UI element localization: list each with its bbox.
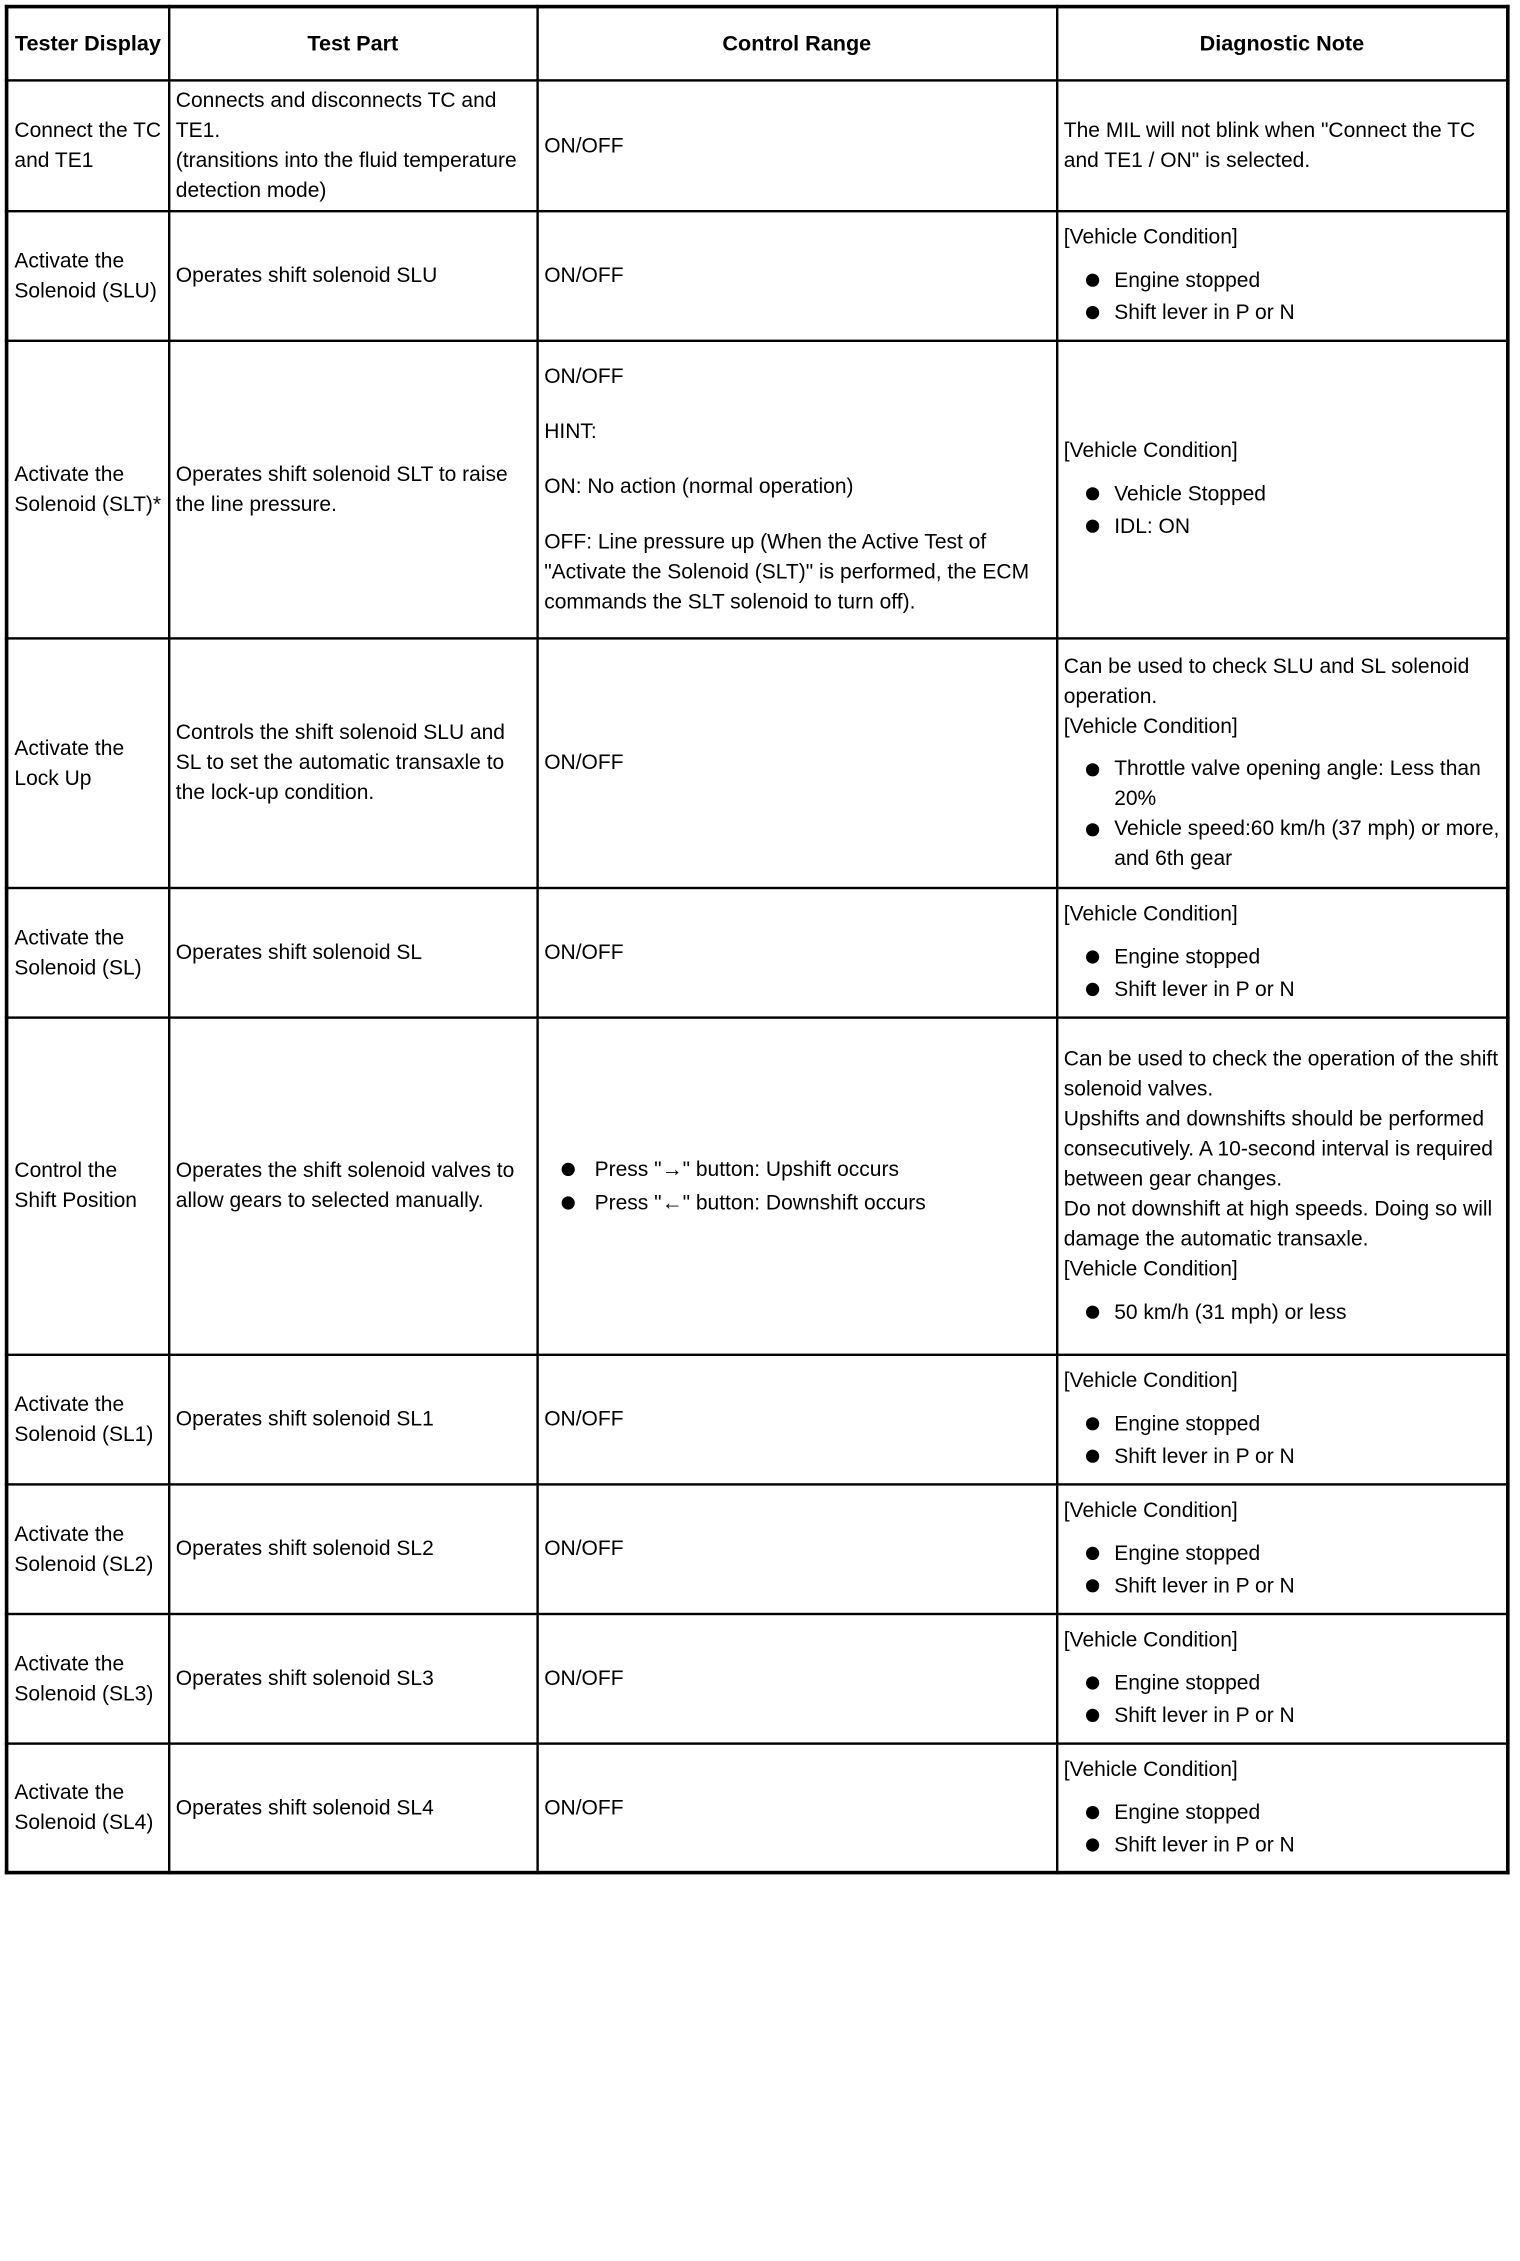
list-item: Engine stopped xyxy=(1085,1537,1500,1569)
range-value: ON/OFF xyxy=(544,363,624,388)
bullet-icon xyxy=(561,1196,574,1209)
tester-display-cell: Control the Shift Position xyxy=(7,1017,169,1354)
note-text: Upshifts and downshifts should be performed consecutively. A 10-second interval is required between gear changes. xyxy=(1063,1105,1493,1190)
test-part-cell: Operates shift solenoid SL1 xyxy=(169,1354,537,1484)
condition-list xyxy=(1064,1796,1500,1861)
test-part-cell: Operates shift solenoid SLT to raise the line pressure. xyxy=(169,340,537,638)
control-range-cell: ON/OFF xyxy=(537,638,1057,888)
vehicle-condition-label: [Vehicle Condition] xyxy=(1063,714,1238,738)
list-item: Throttle valve opening angle: Less than 20% xyxy=(1085,754,1500,814)
tester-display-cell: Activate the Solenoid (SL4) xyxy=(7,1743,169,1873)
test-part-cell: Operates shift solenoid SL xyxy=(169,887,537,1017)
table-row xyxy=(7,1484,1508,1614)
control-range-cell: ON/OFF xyxy=(537,1354,1057,1484)
bullet-icon xyxy=(1085,1838,1098,1851)
note-intro: Can be used to check SLU and SL solenoid operation. xyxy=(1063,654,1470,708)
vehicle-condition-label: [Vehicle Condition] xyxy=(1063,1627,1238,1652)
tester-display-cell: Activate the Solenoid (SL3) xyxy=(7,1613,169,1743)
tester-display-cell: Activate the Solenoid (SLU) xyxy=(7,211,169,341)
test-part-cell: Operates shift solenoid SLU xyxy=(169,211,537,341)
bullet-icon xyxy=(1085,274,1098,287)
active-test-table xyxy=(5,5,1510,1875)
bullet-icon xyxy=(1085,1806,1098,1819)
list-item: Vehicle Stopped xyxy=(1085,478,1500,510)
diagnostic-note-cell xyxy=(1057,1484,1508,1614)
tester-display-cell: Activate the Solenoid (SLT)* xyxy=(7,340,169,638)
list-item: Engine stopped xyxy=(1085,1667,1500,1699)
list-item: 50 km/h (31 mph) or less xyxy=(1085,1295,1500,1327)
bullet-icon xyxy=(1085,1305,1098,1318)
list-item: Engine stopped xyxy=(1085,1408,1500,1440)
header-diagnostic-note: Diagnostic Note xyxy=(1057,7,1508,80)
list-item: Shift lever in P or N xyxy=(1085,296,1500,328)
table-row xyxy=(7,1354,1508,1484)
hint-label: HINT: xyxy=(544,418,597,443)
tester-display-cell: Connect the TC and TE1 xyxy=(7,80,169,211)
condition-list xyxy=(1064,1408,1500,1473)
test-part-cell: Controls the shift solenoid SLU and SL to set the automatic transaxle to the lock-up condition. xyxy=(169,638,537,888)
condition-list xyxy=(1064,264,1500,329)
test-part-cell: Operates shift solenoid SL3 xyxy=(169,1613,537,1743)
range-list xyxy=(544,1152,1049,1219)
list-item: Press "←" button: Downshift occurs xyxy=(561,1186,1049,1220)
bullet-icon xyxy=(561,1163,574,1176)
diagnostic-note-cell xyxy=(1057,638,1508,888)
control-range-cell xyxy=(537,1017,1057,1354)
condition-list xyxy=(1064,1667,1500,1732)
table-row xyxy=(7,1613,1508,1743)
tester-display-cell: Activate the Solenoid (SL) xyxy=(7,887,169,1017)
control-range-cell: ON/OFF xyxy=(537,211,1057,341)
header-control-range: Control Range xyxy=(537,7,1057,80)
test-part-cell: Operates shift solenoid SL2 xyxy=(169,1484,537,1614)
bullet-icon xyxy=(1085,1579,1098,1592)
header-test-part: Test Part xyxy=(169,7,537,80)
tester-display-cell: Activate the Lock Up xyxy=(7,638,169,888)
vehicle-condition-label: [Vehicle Condition] xyxy=(1063,1756,1238,1781)
list-item: Engine stopped xyxy=(1085,941,1500,973)
diagnostic-note-cell xyxy=(1057,1017,1508,1354)
diagnostic-note-cell xyxy=(1057,1613,1508,1743)
bullet-icon xyxy=(1085,306,1098,319)
vehicle-condition-label: [Vehicle Condition] xyxy=(1063,224,1238,249)
vehicle-condition-label: [Vehicle Condition] xyxy=(1063,1368,1238,1392)
bullet-icon xyxy=(1085,1417,1098,1430)
bullet-icon xyxy=(1085,1676,1098,1689)
list-item: Shift lever in P or N xyxy=(1085,1829,1500,1861)
condition-list xyxy=(1064,1537,1500,1602)
list-item: Engine stopped xyxy=(1085,1796,1500,1828)
diagnostic-note-cell xyxy=(1057,211,1508,341)
tester-display-cell: Activate the Solenoid (SL2) xyxy=(7,1484,169,1614)
condition-list xyxy=(1064,754,1500,874)
list-item: Shift lever in P or N xyxy=(1085,1570,1500,1602)
bullet-icon xyxy=(1085,983,1098,996)
diagnostic-note-cell xyxy=(1057,340,1508,638)
diagnostic-note-cell: The MIL will not blink when "Connect the TC and TE1 / ON" is selected. xyxy=(1057,80,1508,211)
table-row xyxy=(7,1743,1508,1873)
control-range-cell: ON/OFF xyxy=(537,1484,1057,1614)
note-text: Can be used to check the operation of the shift solenoid valves. xyxy=(1063,1045,1499,1100)
test-part-subtext: (transitions into the fluid temperature detection mode) xyxy=(175,147,517,202)
list-item: Shift lever in P or N xyxy=(1085,973,1500,1005)
table-row xyxy=(7,1017,1508,1354)
note-warning: Do not downshift at high speeds. Doing so will damage the automatic transaxle. xyxy=(1063,1195,1493,1250)
table-row xyxy=(7,80,1508,211)
condition-list xyxy=(1064,941,1500,1006)
bullet-icon xyxy=(1085,1709,1098,1722)
vehicle-condition-label: [Vehicle Condition] xyxy=(1063,1497,1238,1522)
vehicle-condition-label: [Vehicle Condition] xyxy=(1063,901,1238,926)
bullet-icon xyxy=(1085,1547,1098,1560)
list-item: Press "→" button: Upshift occurs xyxy=(561,1152,1049,1186)
diagnostic-note-cell xyxy=(1057,1354,1508,1484)
diagnostic-note-cell xyxy=(1057,1743,1508,1873)
header-row xyxy=(7,7,1508,80)
control-range-cell: ON/OFF xyxy=(537,1613,1057,1743)
test-part-cell xyxy=(169,80,537,211)
condition-list xyxy=(1064,478,1500,543)
condition-list xyxy=(1064,1295,1500,1327)
list-item: Vehicle speed:60 km/h (37 mph) or more, and 6th gear xyxy=(1085,814,1500,874)
table-row xyxy=(7,638,1508,888)
hint-off-text: OFF: Line pressure up (When the Active Test of "Activate the Solenoid (SLT)" is performed, the ECM commands the SLT solenoid to turn off). xyxy=(544,529,1030,614)
bullet-icon xyxy=(1085,1450,1098,1463)
list-item: IDL: ON xyxy=(1085,510,1500,542)
bullet-icon xyxy=(1085,950,1098,963)
test-part-text: Connects and disconnects TC and TE1. xyxy=(175,87,497,142)
control-range-cell: ON/OFF xyxy=(537,887,1057,1017)
table-row xyxy=(7,340,1508,638)
bullet-icon xyxy=(1085,763,1098,776)
bullet-icon xyxy=(1085,487,1098,500)
control-range-cell: ON/OFF xyxy=(537,1743,1057,1873)
header-tester-display: Tester Display xyxy=(7,7,169,80)
list-item: Shift lever in P or N xyxy=(1085,1699,1500,1731)
diagnostic-note-cell xyxy=(1057,887,1508,1017)
test-part-cell: Operates shift solenoid SL4 xyxy=(169,1743,537,1873)
list-item: Engine stopped xyxy=(1085,264,1500,296)
table-row xyxy=(7,887,1508,1017)
control-range-cell: ON/OFF xyxy=(537,80,1057,211)
bullet-icon xyxy=(1085,823,1098,836)
list-item: Shift lever in P or N xyxy=(1085,1440,1500,1472)
test-part-cell: Operates the shift solenoid valves to allow gears to selected manually. xyxy=(169,1017,537,1354)
tester-display-cell: Activate the Solenoid (SL1) xyxy=(7,1354,169,1484)
control-range-cell xyxy=(537,340,1057,638)
vehicle-condition-label: [Vehicle Condition] xyxy=(1063,438,1238,463)
hint-on-text: ON: No action (normal operation) xyxy=(544,474,854,499)
bullet-icon xyxy=(1085,520,1098,533)
vehicle-condition-label: [Vehicle Condition] xyxy=(1063,1255,1238,1280)
table-row xyxy=(7,211,1508,341)
